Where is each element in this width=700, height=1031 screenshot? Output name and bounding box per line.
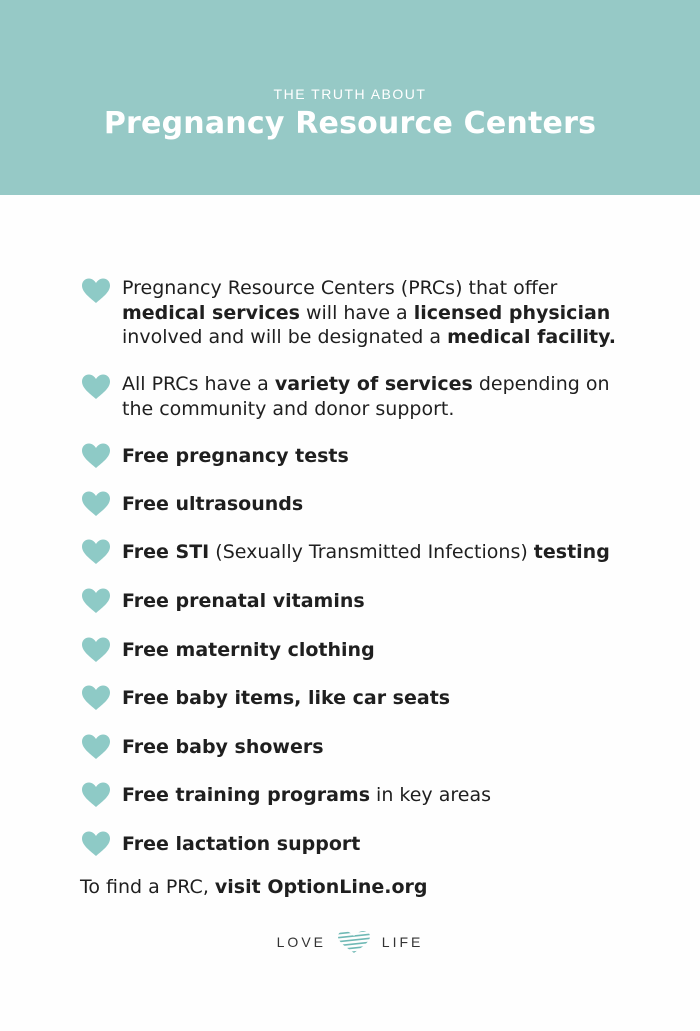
footer-prefix: To find a PRC, <box>80 876 215 898</box>
plain-text: will have a <box>299 301 414 324</box>
page-title: Pregnancy Resource Centers <box>103 106 597 141</box>
heart-icon <box>82 278 110 304</box>
heart-icon <box>82 374 110 400</box>
list-item-text <box>122 492 642 517</box>
list-item-text <box>122 276 642 350</box>
heart-icon <box>82 539 110 565</box>
bold-text: Free STI <box>122 541 210 563</box>
bold-text: medical facility. <box>447 326 616 348</box>
plain-text: involved and will be designated a <box>122 326 448 348</box>
brand-left: LOVE <box>276 934 326 950</box>
plain-text: All PRCs have a <box>122 373 275 395</box>
plain-text: (Sexually Transmitted Infections) <box>209 541 534 563</box>
heart-icon <box>82 443 110 469</box>
bold-text: variety of services <box>274 373 473 395</box>
bold-text: licensed physician <box>413 301 611 324</box>
list-item-text <box>122 686 642 711</box>
header-eyebrow: THE TRUTH ABOUT <box>273 86 427 102</box>
list-item-text <box>122 372 642 421</box>
brand-right: LIFE <box>381 934 424 950</box>
list-item-text <box>122 444 642 469</box>
bold-text: Free prenatal vitamins <box>122 590 365 612</box>
bold-text: Free lactation support <box>122 833 361 855</box>
heart-icon <box>82 491 110 517</box>
plain-text: in key areas <box>370 784 491 806</box>
plain-text: depending on the community and donor support. <box>122 373 610 420</box>
heart-icon <box>82 588 110 614</box>
list-item-text <box>122 638 642 663</box>
love-life-logo <box>0 930 700 954</box>
heart-icon <box>82 782 110 808</box>
striped-heart-icon <box>337 930 371 954</box>
bold-text: Free baby items, like car seats <box>122 687 451 709</box>
heart-icon <box>82 685 110 711</box>
list-item-text <box>122 735 642 760</box>
bold-text: medical services <box>122 301 300 324</box>
plain-text: Pregnancy Resource Centers (PRCs) that offer <box>122 277 558 299</box>
list-item-text <box>122 832 642 857</box>
heart-icon <box>82 734 110 760</box>
bold-text: Free pregnancy tests <box>122 445 349 467</box>
bold-text: testing <box>533 541 610 563</box>
bold-text: Free training programs <box>122 784 371 806</box>
list-item-text <box>122 540 642 565</box>
bold-text: Free ultrasounds <box>122 493 304 515</box>
footer-cta <box>80 876 428 898</box>
list-item-text <box>122 783 642 808</box>
heart-icon <box>82 637 110 663</box>
bold-text: Free baby showers <box>122 736 324 758</box>
heart-icon <box>82 831 110 857</box>
list-item-text <box>122 589 642 614</box>
bold-text: Free maternity clothing <box>122 639 375 661</box>
optionline-link[interactable]: visit OptionLine.org <box>214 876 428 898</box>
